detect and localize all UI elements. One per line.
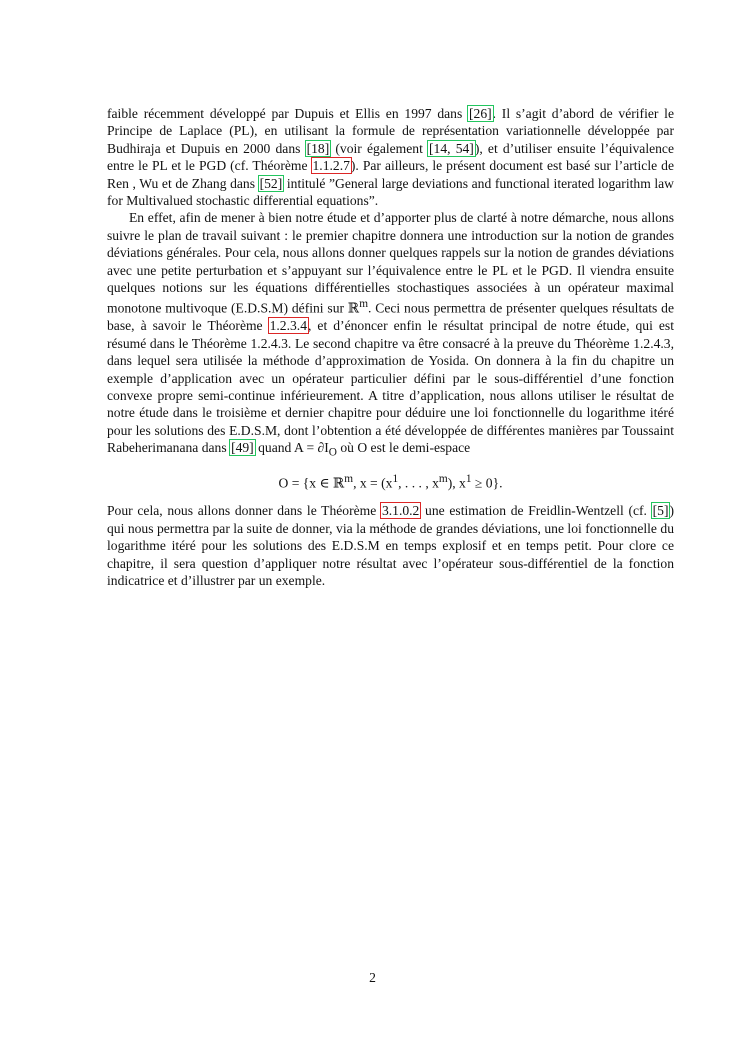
superscript: 1 [392,473,399,486]
text-run: Pour cela, nous allons donner dans le Théorème [107,503,381,519]
document-body [107,105,674,589]
text-run: faible récemment développé par Dupuis et Ellis en 1997 dans [107,106,468,121]
citation-link-5[interactable]: [5] [652,503,669,519]
text-run: où O est le demi-espace [336,440,471,456]
citation-link-18[interactable]: [18] [306,140,330,156]
equation-part: , x = (x [353,475,393,491]
equation-part: O = {x ∈ ℝ [278,475,345,491]
equation-part: , . . . , x [398,475,439,491]
equation-part: ), x [447,475,466,491]
superscript: 1 [465,473,472,486]
superscript: m [344,473,354,486]
text-run: . Il s’agit d’abord de vérifier le Principe de Laplace (PL), en utilisant la formule de représentation variationnelle développée par Budhiraja et Dupuis en 2000 dans [107,106,674,156]
text-run: , et d’énoncer enfin le résultat principal de notre étude, qui est résumé dans le Théorème 1.2.4.3. Le second chapitre va être consacré à la preuve du Théorème 1.2.4.3, dans lequel sera utilisée la méthode d’approximation de Yosida. On donnera à la fin du chapitre un exemple d’application avec un opérateur particulier défini par le sous-différentiel d’une fonction convexe propre semi-continue inférieurement. A titre d’application, nous allons utiliser le résultat de notre étude dans le troisième et dernier chapitre pour déduire une loi fonctionnelle du logarithme itéré pour les solutions des E.D.S.M, dont l’obtention a été développée de différentes manières par Toussaint Rabeherimanana dans [107,318,674,456]
citation-link-14-54[interactable]: [14, 54] [429,140,474,156]
subscript: O [328,446,337,459]
theorem-link-1-2-3-4[interactable]: 1.2.3.4 [269,318,307,334]
paragraph-3 [107,502,674,589]
text-run: (voir également [330,140,429,156]
text-run: une estimation de Freidlin-Wentzell (cf. [420,503,652,519]
text-run: intitulé ”General large deviations and functional iterated logarithm law for Multivalued stochastic differential equations”. [107,175,674,209]
page-number: 2 [369,970,376,985]
paragraph-1 [107,105,674,209]
superscript: m [359,298,369,311]
equation-part: ≥ 0}. [471,475,503,491]
text-run: ), et d’utiliser ensuite l’équivalence entre le PL et le PGD (cf. Théorème [107,140,674,174]
citation-link-52[interactable]: [52] [259,175,283,191]
citation-link-49[interactable]: [49] [231,440,254,456]
citation-link-26[interactable]: [26] [469,106,492,121]
text-run: ) qui nous permettra par la suite de donner, via la méthode de grandes déviations, une loi fonctionnelle du logarithme itéré pour les solutions des E.D.S.M en temps explosif et en temps petit. Pour clore ce chapitre, il sera question d’appliquer notre résultat avec l’opérateur sous-différentiel de la fonction indicatrice et d’illustrer par un exemple. [107,503,675,588]
superscript: m [438,473,448,486]
text-run: quand A = ∂I [254,440,329,456]
text-run: . Ceci nous permettra de présenter quelques résultats de base, à savoir le Théorème [107,301,675,334]
theorem-link-3-1-0-2[interactable]: 3.1.0.2 [381,503,420,519]
text-run: ). Par ailleurs, le présent document est basé sur l’article de Ren , Wu et de Zhang dans [107,158,674,191]
display-equation [107,471,674,492]
theorem-link-1-1-2-7[interactable]: 1.1.2.7 [312,158,350,174]
text-run: En effet, afin de mener à bien notre étude et d’apporter plus de clarté à notre démarche, nous allons suivre le plan de travail suivant : le premier chapitre donnera une introduction sur la notion de grandes déviations générales. Pour cela, nous allons donner quelques rappels sur la notion de grandes déviations avec une petite perturbation et s’appuyant sur l’équivalence entre le PL et le PGD. Il viendra ensuite quelques notions sur les équations différentielles stochastiques associées à un opérateur maximal monotone multivoque (E.D.S.M) défini sur ℝ [107,210,674,316]
paragraph-2 [107,209,674,462]
